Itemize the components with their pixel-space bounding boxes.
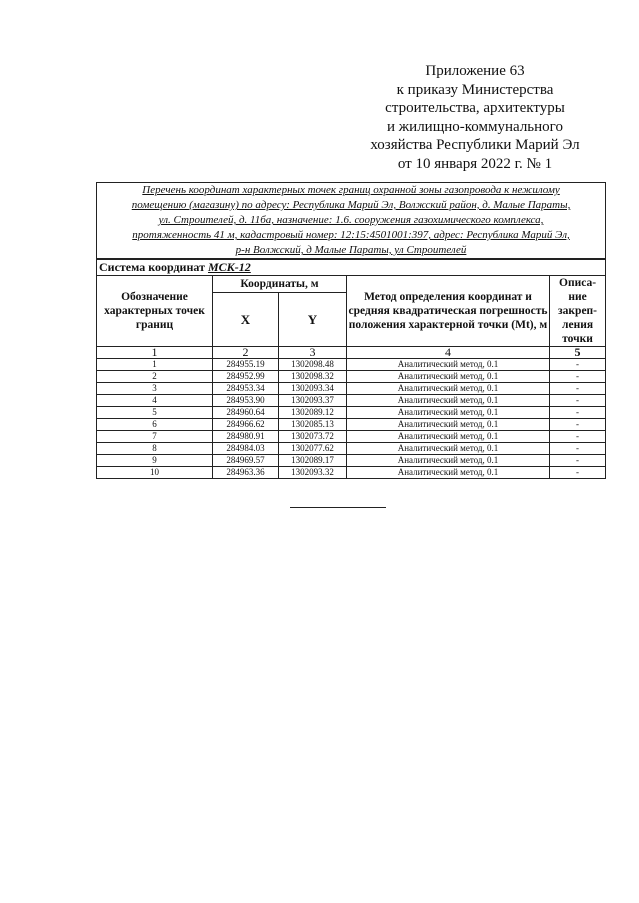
table-row	[97, 395, 606, 407]
coord-x: 284953.90	[213, 395, 279, 407]
header-line: к приказу Министерства	[396, 81, 554, 98]
header-line: строительства, архитектуры	[385, 100, 565, 117]
col-method-header: Метод определения координат и средняя квадратическая погрешность положения характерной точки (Mt), м	[347, 276, 550, 347]
method: Аналитический метод, 0.1	[347, 395, 550, 407]
coord-y: 1302077.62	[279, 443, 347, 455]
coord-y: 1302098.48	[279, 359, 347, 371]
coord-x: 284953.34	[213, 383, 279, 395]
signature-divider-line	[290, 507, 386, 508]
title-line: помещению (магазину) по адресу: Республика Марий Эл, Волжский район, д. Малые Параты,	[131, 199, 571, 211]
fixing-description: -	[550, 371, 606, 383]
coord-y: 1302093.34	[279, 383, 347, 395]
coord-y: 1302098.32	[279, 371, 347, 383]
title-line: протяженность 41 м, кадастровый номер: 12:15:4501001:397, адрес: Республика Марий Эл,	[132, 229, 570, 241]
method: Аналитический метод, 0.1	[347, 359, 550, 371]
table-row	[97, 467, 606, 479]
table-row	[97, 431, 606, 443]
column-number-row	[97, 347, 606, 359]
point-number: 2	[97, 371, 213, 383]
coordinates-table	[96, 182, 606, 479]
title-line: Перечень координат характерных точек границ охранной зоны газопровода к нежилому	[142, 184, 560, 196]
fixing-description: -	[550, 407, 606, 419]
coord-y: 1302085.13	[279, 419, 347, 431]
coord-x: 284955.19	[213, 359, 279, 371]
point-number: 5	[97, 407, 213, 419]
point-number: 7	[97, 431, 213, 443]
table-row	[97, 407, 606, 419]
coord-y: 1302093.37	[279, 395, 347, 407]
column-number: 3	[279, 347, 347, 359]
table-row	[97, 455, 606, 467]
appendix-header	[360, 62, 590, 174]
point-number: 1	[97, 359, 213, 371]
table-row	[97, 419, 606, 431]
col-y-header: Y	[279, 293, 347, 347]
column-number: 2	[213, 347, 279, 359]
header-line: от 10 января 2022 г. № 1	[397, 155, 553, 172]
coordinate-system-value: МСК-12	[207, 260, 251, 274]
column-number: 4	[347, 347, 550, 359]
table-row	[97, 443, 606, 455]
fixing-description: -	[550, 359, 606, 371]
table-title	[97, 183, 606, 260]
method: Аналитический метод, 0.1	[347, 407, 550, 419]
point-number: 8	[97, 443, 213, 455]
col-designation-header: Обозначение характерных точек границ	[97, 276, 213, 347]
method: Аналитический метод, 0.1	[347, 455, 550, 467]
title-line: р-н Волжский, д Малые Параты, ул Строителей	[235, 244, 467, 256]
coord-x: 284984.03	[213, 443, 279, 455]
coord-x: 284966.62	[213, 419, 279, 431]
header-line: хозяйства Республики Марий Эл	[370, 137, 580, 154]
column-number: 5	[550, 347, 606, 359]
coord-x: 284963.36	[213, 467, 279, 479]
coord-y: 1302089.12	[279, 407, 347, 419]
table-row	[97, 371, 606, 383]
col-x-header: X	[213, 293, 279, 347]
method: Аналитический метод, 0.1	[347, 371, 550, 383]
coord-y: 1302089.17	[279, 455, 347, 467]
title-line: ул. Строителей, д. 11ба, назначение: 1.6. сооружения газохимического комплекса,	[158, 214, 544, 226]
col-coordinates-header: Координаты, м	[213, 276, 347, 293]
fixing-description: -	[550, 383, 606, 395]
col-description-header: Описа-ние закреп-ления точки	[550, 276, 606, 347]
fixing-description: -	[550, 395, 606, 407]
fixing-description: -	[550, 431, 606, 443]
table-row	[97, 359, 606, 371]
fixing-description: -	[550, 419, 606, 431]
table-row	[97, 383, 606, 395]
header-line: и жилищно-коммунального	[387, 118, 563, 135]
coord-y: 1302093.32	[279, 467, 347, 479]
method: Аналитический метод, 0.1	[347, 467, 550, 479]
coord-x: 284952.99	[213, 371, 279, 383]
method: Аналитический метод, 0.1	[347, 431, 550, 443]
method: Аналитический метод, 0.1	[347, 419, 550, 431]
coord-y: 1302073.72	[279, 431, 347, 443]
point-number: 4	[97, 395, 213, 407]
column-number: 1	[97, 347, 213, 359]
point-number: 9	[97, 455, 213, 467]
fixing-description: -	[550, 455, 606, 467]
header-line: Приложение 63	[425, 63, 525, 79]
fixing-description: -	[550, 443, 606, 455]
fixing-description: -	[550, 467, 606, 479]
coord-x: 284980.91	[213, 431, 279, 443]
coordinate-system-row	[97, 259, 606, 276]
coord-x: 284969.57	[213, 455, 279, 467]
point-number: 10	[97, 467, 213, 479]
point-number: 6	[97, 419, 213, 431]
method: Аналитический метод, 0.1	[347, 443, 550, 455]
coordinate-system-label: Система координат	[99, 260, 205, 274]
point-number: 3	[97, 383, 213, 395]
method: Аналитический метод, 0.1	[347, 383, 550, 395]
coord-x: 284960.64	[213, 407, 279, 419]
